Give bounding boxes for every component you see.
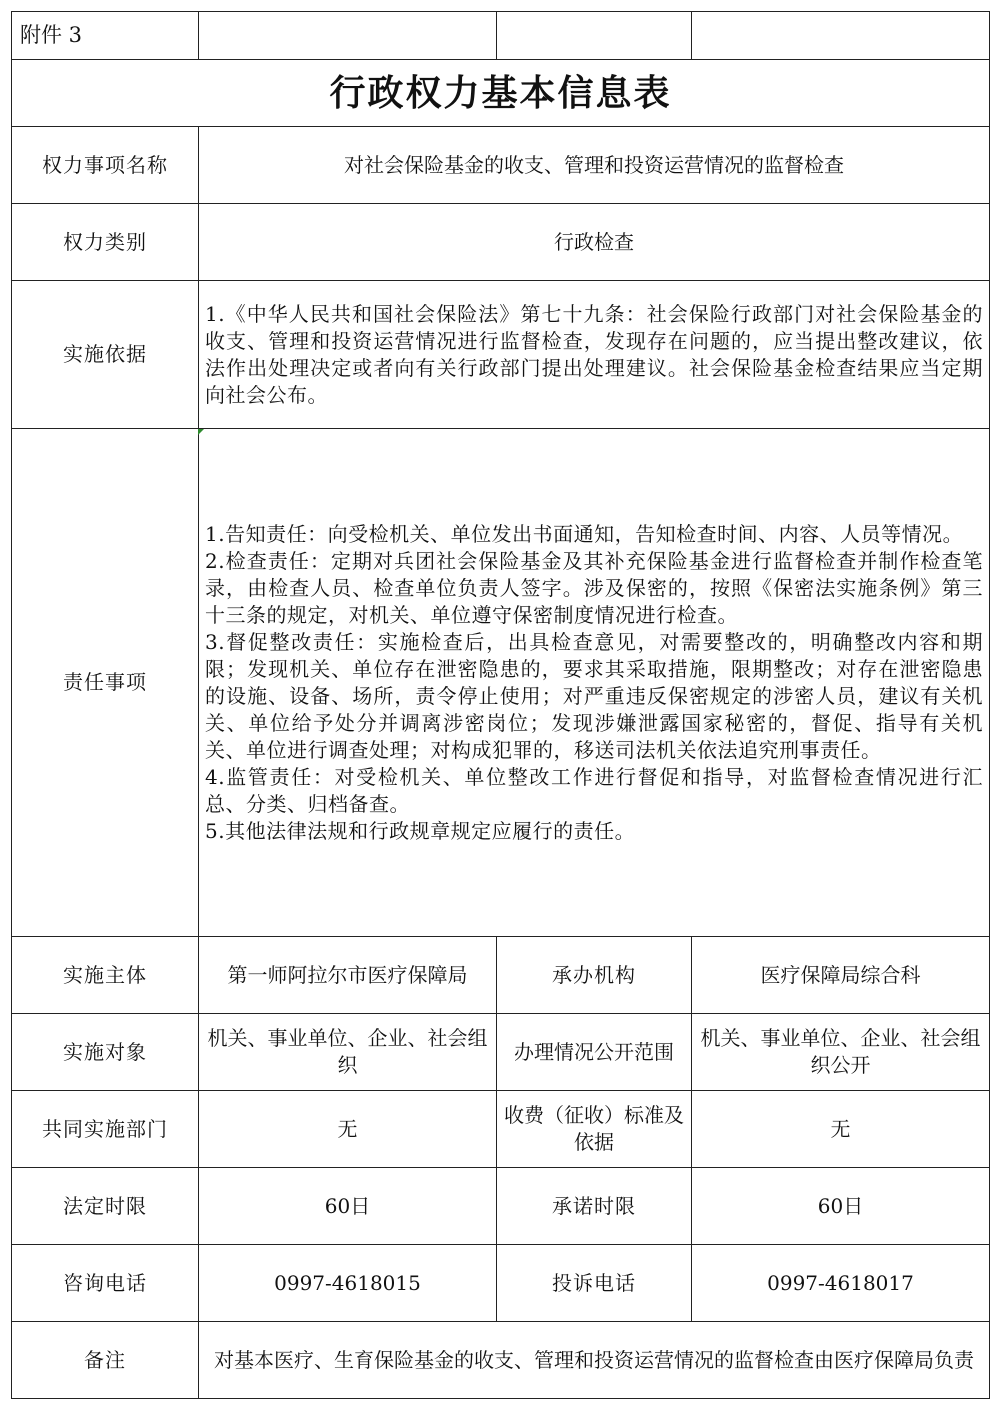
cell-comment-marker xyxy=(198,429,204,435)
row-power-name xyxy=(12,127,990,204)
annex-empty-cell xyxy=(497,12,692,60)
label-target: 实施对象 xyxy=(12,1014,199,1091)
page-title: 行政权力基本信息表 xyxy=(12,60,990,127)
value-responsibility xyxy=(199,429,990,937)
value-target: 机关、事业单位、企业、社会组织 xyxy=(199,1014,497,1091)
annex-empty-cell xyxy=(692,12,990,60)
row-time-limit xyxy=(12,1168,990,1245)
label-disclosure-scope: 办理情况公开范围 xyxy=(497,1014,692,1091)
value-consult-phone: 0997-4618015 xyxy=(199,1245,497,1322)
row-target xyxy=(12,1014,990,1091)
row-remarks xyxy=(12,1322,990,1399)
label-legal-limit: 法定时限 xyxy=(12,1168,199,1245)
label-consult-phone: 咨询电话 xyxy=(12,1245,199,1322)
annex-row xyxy=(12,12,990,60)
label-fee-standard: 收费（征收）标准及依据 xyxy=(497,1091,692,1168)
row-basis xyxy=(12,281,990,429)
responsibility-item-5: 5.其他法律法规和行政规章规定应履行的责任。 xyxy=(205,818,636,843)
value-power-type: 行政检查 xyxy=(199,204,990,281)
value-handling-org: 医疗保障局综合科 xyxy=(692,937,990,1014)
info-sheet xyxy=(11,11,989,1399)
label-joint-dept: 共同实施部门 xyxy=(12,1091,199,1168)
value-legal-limit: 60日 xyxy=(199,1168,497,1245)
label-basis: 实施依据 xyxy=(12,281,199,429)
label-responsibility: 责任事项 xyxy=(12,429,199,937)
label-handling-org: 承办机构 xyxy=(497,937,692,1014)
basis-text: 1.《中华人民共和国社会保险法》第七十九条：社会保险行政部门对社会保险基金的收支、管理和投资运营情况进行监督检查，发现存在问题的，应当提出整改建议，依法作出处理决定或者向有关行政部门提出处理建议。社会保险基金检查结果应当定期向社会公布。 xyxy=(205,301,983,407)
annex-label: 附件 3 xyxy=(12,12,199,60)
responsibility-item-4: 4.监管责任：对受检机关、单位整改工作进行督促和指导，对监督检查情况进行汇总、分类、归档备查。 xyxy=(205,764,983,816)
label-power-name: 权力事项名称 xyxy=(12,127,199,204)
responsibility-item-1: 1.告知责任：向受检机关、单位发出书面通知，告知检查时间、内容、人员等情况。 xyxy=(205,521,964,546)
value-remarks: 对基本医疗、生育保险基金的收支、管理和投资运营情况的监督检查由医疗保障局负责 xyxy=(199,1322,990,1399)
row-phone xyxy=(12,1245,990,1322)
label-complaint-phone: 投诉电话 xyxy=(497,1245,692,1322)
annex-empty-cell xyxy=(199,12,497,60)
value-basis xyxy=(199,281,990,429)
row-subject xyxy=(12,937,990,1014)
label-remarks: 备注 xyxy=(12,1322,199,1399)
value-promised-limit: 60日 xyxy=(692,1168,990,1245)
label-subject: 实施主体 xyxy=(12,937,199,1014)
value-joint-dept: 无 xyxy=(199,1091,497,1168)
responsibility-item-3: 3.督促整改责任：实施检查后，出具检查意见，对需要整改的，明确整改内容和期限；发现机关、单位存在泄密隐患的，要求其采取措施，限期整改；对存在泄密隐患的设施、设备、场所，责令停止使用；对严重违反保密规定的涉密人员，建议有关机关、单位给予处分并调离涉密岗位；发现涉嫌泄露国家秘密的，督促、指导有关机关、单位进行调查处理；对构成犯罪的，移送司法机关依法追究刑事责任。 xyxy=(205,629,983,762)
value-disclosure-scope: 机关、事业单位、企业、社会组织公开 xyxy=(692,1014,990,1091)
responsibility-item-2: 2.检查责任：定期对兵团社会保险基金及其补充保险基金进行监督检查并制作检查笔录，由检查人员、检查单位负责人签字。涉及保密的，按照《保密法实施条例》第三十三条的规定，对机关、单位遵守保密制度情况进行检查。 xyxy=(205,548,983,627)
value-complaint-phone: 0997-4618017 xyxy=(692,1245,990,1322)
value-fee-standard: 无 xyxy=(692,1091,990,1168)
row-joint xyxy=(12,1091,990,1168)
info-table xyxy=(11,11,990,1399)
value-subject: 第一师阿拉尔市医疗保障局 xyxy=(199,937,497,1014)
value-power-name: 对社会保险基金的收支、管理和投资运营情况的监督检查 xyxy=(199,127,990,204)
row-power-type xyxy=(12,204,990,281)
title-row xyxy=(12,60,990,127)
row-responsibility xyxy=(12,429,990,937)
label-power-type: 权力类别 xyxy=(12,204,199,281)
label-promised-limit: 承诺时限 xyxy=(497,1168,692,1245)
